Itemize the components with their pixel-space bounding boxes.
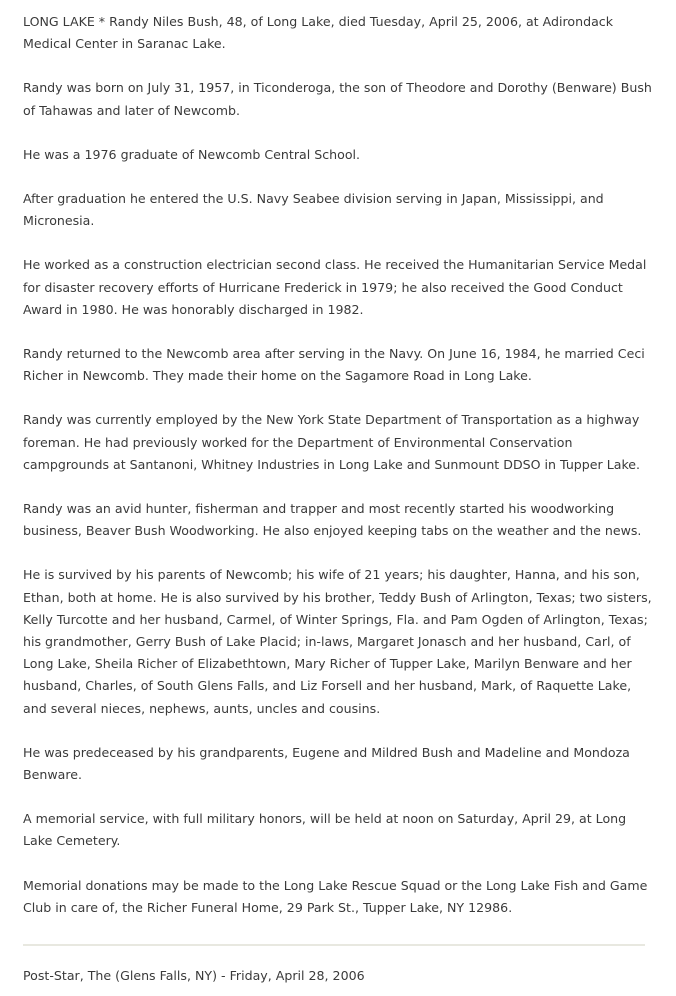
- paragraph-birth: Randy was born on July 31, 1957, in Ticonderoga, the son of Theodore and Dorothy (Benware) Bush of Tahawas and later of Newcomb.: [23, 80, 652, 118]
- obituary-article: [23, 11, 653, 941]
- paragraph-navy-service: After graduation he entered the U.S. Navy Seabee division serving in Japan, Mississippi, and Micronesia.: [23, 191, 604, 229]
- paragraph-survivors: He is survived by his parents of Newcomb; his wife of 21 years; his daughter, Hanna, and his son, Ethan, both at home. He is also survived by his brother, Teddy Bush of Arlington, Texas; two sisters, Kelly Turcotte and her husband, Carmel, of Winter Springs, Fla. and Pam Ogden of Arlington, Texas; his grandmother, Gerry Bush of Lake Placid; in-laws, Margaret Jonasch and her husband, Carl, of Long Lake, Sheila Richer of Elizabethtown, Mary Richer of Tupper Lake, Marilyn Benware and her husband, Charles, of South Glens Falls, and Liz Forsell and her husband, Mark, of Raquette Lake, and several nieces, nephews, aunts, uncles and cousins.: [23, 567, 652, 716]
- paragraph-death-notice: LONG LAKE * Randy Niles Bush, 48, of Long Lake, died Tuesday, April 25, 2006, at Adirondack Medical Center in Saranac Lake.: [23, 14, 614, 52]
- paragraph-education: He was a 1976 graduate of Newcomb Central School.: [23, 146, 361, 162]
- paragraph-predeceased: He was predeceased by his grandparents, Eugene and Mildred Bush and Madeline and Mondoza Benware.: [23, 744, 630, 783]
- paragraph-awards: He worked as a construction electrician second class. He received the Humanitarian Service Medal for disaster recovery efforts of Hurricane Frederick in 1979; he also received the Good Conduct Award in 1980. He was honorably discharged in 1982.: [23, 257, 647, 317]
- paragraph-marriage: Randy returned to the Newcomb area after serving in the Navy. On June 16, 1984, he married Ceci Richer in Newcomb. They made their home on the Sagamore Road in Long Lake.: [23, 346, 645, 384]
- paragraph-employment: Randy was currently employed by the New York State Department of Transportation as a highway foreman. He had previously worked for the Department of Environmental Conservation campgrounds at Santanoni, Whitney Industries in Long Lake and Sunmount DDSO in Tupper Lake.: [23, 412, 641, 472]
- paragraph-donations: Memorial donations may be made to the Long Lake Rescue Squad or the Long Lake Fish and Game Club in care of, the Richer Funeral Home, 29 Park St., Tupper Lake, NY 12986.: [23, 877, 648, 915]
- footer-divider: [23, 944, 645, 946]
- source-citation: Post-Star, The (Glens Falls, NY) - Friday, April 28, 2006: [23, 968, 365, 983]
- paragraph-memorial-service: A memorial service, with full military honors, will be held at noon on Saturday, April 29, at Long Lake Cemetery.: [23, 811, 627, 849]
- paragraph-hobbies: Randy was an avid hunter, fisherman and trapper and most recently started his woodworking business, Beaver Bush Woodworking. He also enjoyed keeping tabs on the weather and the news.: [23, 501, 642, 539]
